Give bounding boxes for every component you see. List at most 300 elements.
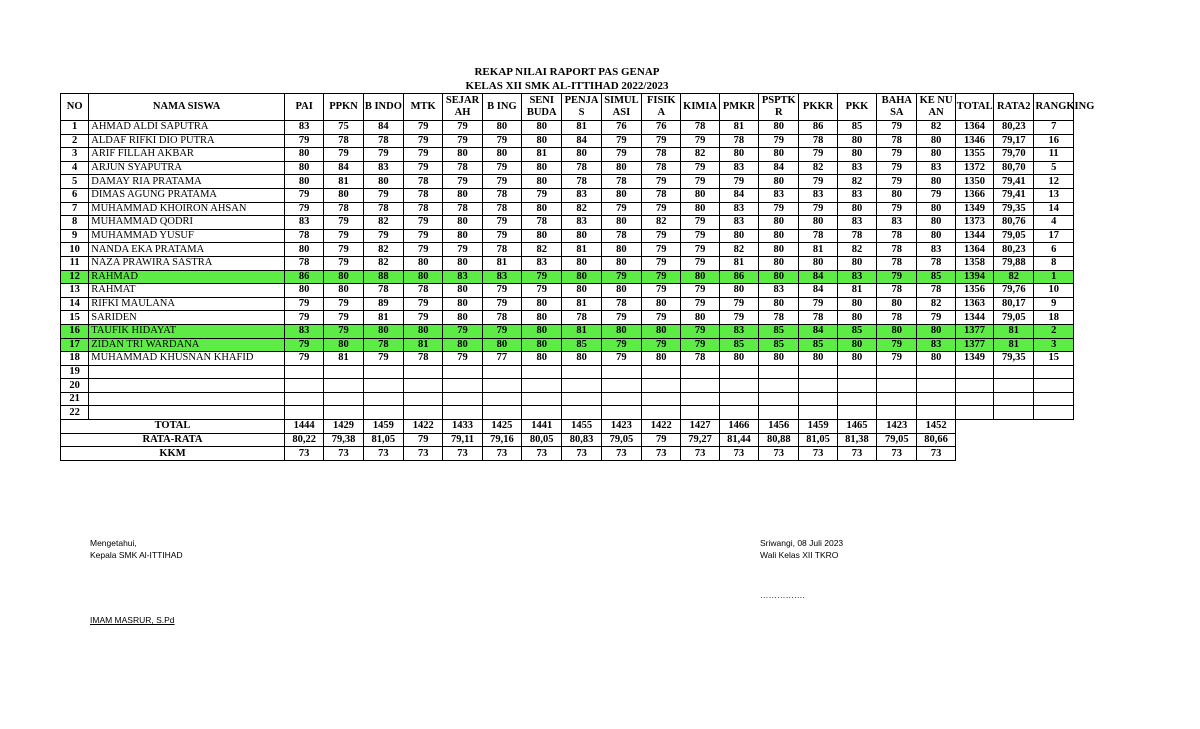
- student-name: [89, 406, 285, 420]
- average-cell: [994, 406, 1034, 420]
- score-cell: 78: [601, 229, 641, 243]
- summary-cell: 1455: [562, 420, 601, 434]
- score-cell: 80: [799, 352, 837, 366]
- table-row: [61, 324, 1074, 338]
- score-cell: 81: [719, 256, 758, 270]
- score-cell: 79: [482, 175, 521, 189]
- score-cell: 83: [443, 270, 482, 284]
- score-cell: 79: [681, 229, 719, 243]
- score-cell: 80: [324, 188, 363, 202]
- total-cell: 1363: [955, 297, 993, 311]
- average-cell: [994, 379, 1034, 393]
- homeroom-title: Wali Kelas XII TKRO: [760, 550, 839, 560]
- student-name: ARJUN SYAPUTRA: [89, 161, 285, 175]
- summary-cell: 79: [404, 433, 443, 447]
- score-cell: 79: [522, 270, 562, 284]
- score-cell: 82: [642, 216, 681, 230]
- score-cell: 78: [877, 311, 917, 325]
- score-cell: 79: [719, 175, 758, 189]
- total-cell: [955, 406, 993, 420]
- average-cell: 80,76: [994, 216, 1034, 230]
- summary-cell: 73: [324, 447, 363, 461]
- student-name: DIMAS AGUNG PRATAMA: [89, 188, 285, 202]
- score-cell: 78: [284, 256, 323, 270]
- score-cell: 78: [681, 121, 719, 135]
- score-cell: 78: [799, 134, 837, 148]
- score-cell: 79: [719, 311, 758, 325]
- score-cell: 80: [443, 229, 482, 243]
- summary-cell: 73: [759, 447, 799, 461]
- score-cell: [482, 406, 521, 420]
- score-cell: 89: [363, 297, 403, 311]
- score-cell: 78: [363, 338, 403, 352]
- rank-cell: 18: [1034, 311, 1074, 325]
- score-cell: 80: [404, 270, 443, 284]
- table-row: [61, 297, 1074, 311]
- total-cell: 1350: [955, 175, 993, 189]
- total-cell: 1355: [955, 148, 993, 162]
- score-cell: 79: [642, 311, 681, 325]
- score-cell: 78: [601, 175, 641, 189]
- score-cell: 80: [562, 284, 601, 298]
- column-header: FISIK A: [642, 94, 681, 121]
- score-cell: 79: [799, 175, 837, 189]
- score-cell: 80: [562, 270, 601, 284]
- score-cell: 82: [917, 297, 955, 311]
- score-cell: [562, 392, 601, 406]
- score-cell: [917, 365, 955, 379]
- column-header: PKK: [837, 94, 876, 121]
- score-cell: 80: [877, 297, 917, 311]
- score-cell: 82: [681, 148, 719, 162]
- table-row: [61, 406, 1074, 420]
- rank-cell: 7: [1034, 121, 1074, 135]
- score-cell: 80: [522, 229, 562, 243]
- score-cell: [601, 379, 641, 393]
- score-cell: 83: [799, 188, 837, 202]
- score-cell: [482, 392, 521, 406]
- score-cell: 79: [404, 311, 443, 325]
- score-cell: 81: [562, 121, 601, 135]
- score-cell: 79: [681, 256, 719, 270]
- score-cell: 79: [324, 148, 363, 162]
- score-cell: 84: [719, 188, 758, 202]
- score-cell: 79: [642, 243, 681, 257]
- summary-cell: 73: [837, 447, 876, 461]
- score-cell: 83: [562, 216, 601, 230]
- score-cell: 80: [522, 161, 562, 175]
- score-cell: 83: [917, 161, 955, 175]
- table-row: [61, 121, 1074, 135]
- score-cell: [324, 365, 363, 379]
- report-title: REKAP NILAI RAPORT PAS GENAP: [474, 66, 660, 78]
- score-cell: 78: [759, 311, 799, 325]
- score-cell: 80: [877, 188, 917, 202]
- score-cell: 79: [324, 229, 363, 243]
- column-header: PSPTK R: [759, 94, 799, 121]
- score-cell: 80: [642, 324, 681, 338]
- average-cell: 79,41: [994, 188, 1034, 202]
- score-cell: 78: [642, 188, 681, 202]
- score-cell: 80: [324, 284, 363, 298]
- row-number: 22: [61, 406, 89, 420]
- row-number: 6: [61, 188, 89, 202]
- score-cell: 80: [522, 121, 562, 135]
- score-cell: 78: [877, 284, 917, 298]
- score-cell: 80: [759, 256, 799, 270]
- summary-cell: 1459: [799, 420, 837, 434]
- score-cell: 80: [837, 134, 876, 148]
- rank-cell: 3: [1034, 338, 1074, 352]
- score-cell: 80: [601, 243, 641, 257]
- score-cell: 81: [482, 256, 521, 270]
- score-cell: 79: [443, 243, 482, 257]
- row-number: 12: [61, 270, 89, 284]
- column-header: NO: [61, 94, 89, 121]
- summary-cell: 79,05: [601, 433, 641, 447]
- score-cell: 80: [562, 352, 601, 366]
- student-name: [89, 379, 285, 393]
- score-cell: 78: [443, 202, 482, 216]
- row-number: 10: [61, 243, 89, 257]
- summary-cell: 1465: [837, 420, 876, 434]
- table-row: [61, 243, 1074, 257]
- score-cell: 80: [284, 148, 323, 162]
- student-name: RAHMAT: [89, 284, 285, 298]
- column-header: RANGKING: [1034, 94, 1074, 121]
- average-cell: 80,17: [994, 297, 1034, 311]
- table-row: [61, 338, 1074, 352]
- score-cell: 86: [284, 270, 323, 284]
- score-cell: 80: [443, 338, 482, 352]
- score-cell: 85: [799, 338, 837, 352]
- score-cell: 80: [759, 121, 799, 135]
- score-cell: 83: [917, 243, 955, 257]
- score-cell: 79: [642, 270, 681, 284]
- student-name: RIFKI MAULANA: [89, 297, 285, 311]
- table-row: [61, 270, 1074, 284]
- score-cell: 82: [799, 161, 837, 175]
- summary-cell: 80,05: [522, 433, 562, 447]
- score-cell: 81: [522, 148, 562, 162]
- score-cell: 80: [837, 148, 876, 162]
- score-cell: 80: [324, 338, 363, 352]
- score-cell: 78: [917, 284, 955, 298]
- score-cell: 83: [837, 188, 876, 202]
- table-row: [61, 216, 1074, 230]
- total-cell: 1349: [955, 202, 993, 216]
- score-cell: 80: [759, 148, 799, 162]
- score-cell: 80: [917, 202, 955, 216]
- score-cell: 80: [917, 148, 955, 162]
- score-cell: [799, 406, 837, 420]
- score-cell: 80: [759, 229, 799, 243]
- acknowledged-label: Mengetahui,: [90, 538, 137, 548]
- column-header: PKKR: [799, 94, 837, 121]
- score-cell: 85: [562, 338, 601, 352]
- score-cell: 83: [522, 256, 562, 270]
- row-number: 2: [61, 134, 89, 148]
- score-cell: 78: [719, 134, 758, 148]
- score-cell: 85: [719, 338, 758, 352]
- score-cell: [759, 392, 799, 406]
- score-cell: 80: [837, 338, 876, 352]
- summary-cell: 79,27: [681, 433, 719, 447]
- score-cell: [719, 392, 758, 406]
- score-cell: 84: [799, 270, 837, 284]
- score-cell: 80: [837, 256, 876, 270]
- score-cell: [759, 406, 799, 420]
- summary-cell: 79: [642, 433, 681, 447]
- score-cell: 83: [837, 161, 876, 175]
- score-cell: 80: [917, 216, 955, 230]
- score-cell: 80: [522, 202, 562, 216]
- column-header: SENI BUDA: [522, 94, 562, 121]
- score-cell: 79: [642, 229, 681, 243]
- score-cell: [642, 365, 681, 379]
- score-cell: 83: [877, 216, 917, 230]
- score-cell: 80: [482, 338, 521, 352]
- score-cell: [642, 392, 681, 406]
- row-number: 18: [61, 352, 89, 366]
- score-cell: 78: [363, 134, 403, 148]
- score-cell: 83: [482, 270, 521, 284]
- score-cell: 86: [719, 270, 758, 284]
- summary-row: [61, 420, 1074, 434]
- score-cell: 78: [681, 352, 719, 366]
- score-cell: 79: [284, 338, 323, 352]
- score-cell: [284, 365, 323, 379]
- total-cell: 1366: [955, 188, 993, 202]
- score-cell: [799, 365, 837, 379]
- total-cell: 1364: [955, 121, 993, 135]
- score-cell: 79: [284, 134, 323, 148]
- score-cell: 79: [363, 352, 403, 366]
- summary-cell: 73: [482, 447, 521, 461]
- score-cell: [799, 392, 837, 406]
- summary-cell: 73: [719, 447, 758, 461]
- score-cell: 82: [719, 243, 758, 257]
- score-cell: 79: [324, 256, 363, 270]
- column-header: SIMUL ASI: [601, 94, 641, 121]
- row-number: 4: [61, 161, 89, 175]
- score-cell: 80: [443, 297, 482, 311]
- row-number: 21: [61, 392, 89, 406]
- score-cell: 79: [601, 270, 641, 284]
- score-cell: [284, 406, 323, 420]
- score-cell: 83: [759, 284, 799, 298]
- score-cell: 80: [482, 121, 521, 135]
- score-cell: [917, 406, 955, 420]
- table-header-row: [61, 94, 1074, 121]
- summary-cell: 80,83: [562, 433, 601, 447]
- summary-cell: 1425: [482, 420, 521, 434]
- total-cell: [955, 379, 993, 393]
- score-cell: 82: [363, 216, 403, 230]
- score-cell: 80: [799, 256, 837, 270]
- score-cell: 79: [522, 188, 562, 202]
- score-cell: 79: [482, 297, 521, 311]
- homeroom-name: …………….: [760, 590, 805, 600]
- score-cell: 83: [917, 338, 955, 352]
- score-cell: [917, 379, 955, 393]
- rank-cell: 10: [1034, 284, 1074, 298]
- score-cell: [681, 379, 719, 393]
- score-cell: 79: [877, 148, 917, 162]
- score-cell: 79: [642, 338, 681, 352]
- score-cell: 78: [877, 243, 917, 257]
- column-header: TOTAL: [955, 94, 993, 121]
- score-cell: 79: [877, 121, 917, 135]
- score-cell: 84: [799, 284, 837, 298]
- rank-cell: 8: [1034, 256, 1074, 270]
- score-cell: 82: [562, 202, 601, 216]
- score-cell: 79: [324, 297, 363, 311]
- column-header: RATA2: [994, 94, 1034, 121]
- summary-cell: 81,44: [719, 433, 758, 447]
- score-cell: 79: [284, 188, 323, 202]
- score-cell: 80: [601, 324, 641, 338]
- score-cell: [719, 406, 758, 420]
- score-cell: 79: [642, 202, 681, 216]
- summary-cell: 1441: [522, 420, 562, 434]
- score-cell: 79: [284, 297, 323, 311]
- summary-cell: 1466: [719, 420, 758, 434]
- summary-cell: 79,11: [443, 433, 482, 447]
- score-cell: [363, 406, 403, 420]
- score-cell: 80: [324, 270, 363, 284]
- score-cell: 80: [719, 284, 758, 298]
- score-cell: [601, 365, 641, 379]
- summary-cell: 79,05: [877, 433, 917, 447]
- summary-cell: 1427: [681, 420, 719, 434]
- rank-cell: 4: [1034, 216, 1074, 230]
- score-cell: 80: [917, 175, 955, 189]
- score-cell: 80: [443, 256, 482, 270]
- total-cell: 1344: [955, 229, 993, 243]
- score-cell: 79: [601, 148, 641, 162]
- score-cell: [522, 392, 562, 406]
- average-cell: 79,76: [994, 284, 1034, 298]
- score-cell: [443, 406, 482, 420]
- score-cell: 85: [837, 121, 876, 135]
- score-cell: 83: [759, 188, 799, 202]
- score-cell: [681, 365, 719, 379]
- score-cell: 79: [877, 175, 917, 189]
- score-cell: 80: [681, 188, 719, 202]
- summary-cell: 1433: [443, 420, 482, 434]
- score-cell: [284, 379, 323, 393]
- score-cell: 80: [719, 229, 758, 243]
- score-cell: 79: [363, 188, 403, 202]
- score-cell: 78: [799, 311, 837, 325]
- row-number: 19: [61, 365, 89, 379]
- table-row: [61, 188, 1074, 202]
- score-cell: [877, 392, 917, 406]
- score-cell: [562, 406, 601, 420]
- report-subtitle: KELAS XII SMK AL-ITTIHAD 2022/2023: [465, 80, 669, 92]
- score-cell: 79: [681, 216, 719, 230]
- score-cell: 80: [837, 352, 876, 366]
- summary-cell: 1422: [642, 420, 681, 434]
- place-date: Sriwangi, 08 Juli 2023: [760, 538, 844, 548]
- score-cell: 80: [522, 338, 562, 352]
- summary-cell: 81,05: [363, 433, 403, 447]
- table-row: [61, 161, 1074, 175]
- score-cell: 78: [404, 202, 443, 216]
- total-cell: 1377: [955, 324, 993, 338]
- score-cell: [681, 392, 719, 406]
- summary-cell: 1456: [759, 420, 799, 434]
- total-cell: 1373: [955, 216, 993, 230]
- score-cell: 79: [601, 338, 641, 352]
- score-cell: [681, 406, 719, 420]
- score-cell: 78: [404, 284, 443, 298]
- score-cell: 80: [562, 256, 601, 270]
- summary-cell: 73: [799, 447, 837, 461]
- score-cell: 78: [522, 216, 562, 230]
- student-name: DAMAY RIA PRATAMA: [89, 175, 285, 189]
- score-cell: 79: [601, 352, 641, 366]
- score-cell: 79: [443, 121, 482, 135]
- summary-cell: 73: [443, 447, 482, 461]
- total-cell: 1349: [955, 352, 993, 366]
- score-cell: [404, 406, 443, 420]
- score-cell: 78: [642, 148, 681, 162]
- score-cell: 80: [719, 352, 758, 366]
- summary-cell: 73: [681, 447, 719, 461]
- score-cell: 79: [404, 243, 443, 257]
- score-cell: 83: [284, 216, 323, 230]
- score-cell: 78: [443, 161, 482, 175]
- rank-cell: [1034, 392, 1074, 406]
- score-cell: 78: [363, 202, 403, 216]
- score-cell: 79: [642, 256, 681, 270]
- score-cell: [482, 365, 521, 379]
- score-cell: 80: [759, 297, 799, 311]
- score-cell: [877, 406, 917, 420]
- column-header: KE NU AN: [917, 94, 955, 121]
- total-cell: 1346: [955, 134, 993, 148]
- total-cell: [955, 392, 993, 406]
- score-cell: 79: [719, 297, 758, 311]
- total-cell: 1377: [955, 338, 993, 352]
- score-cell: 79: [799, 202, 837, 216]
- score-cell: 79: [363, 229, 403, 243]
- score-cell: 80: [601, 256, 641, 270]
- column-header: PAI: [284, 94, 323, 121]
- score-cell: 80: [759, 175, 799, 189]
- score-cell: 81: [719, 121, 758, 135]
- score-cell: 78: [482, 202, 521, 216]
- score-cell: 79: [681, 338, 719, 352]
- principal-name: IMAM MASRUR, S.Pd: [90, 615, 175, 625]
- table-row: [61, 202, 1074, 216]
- row-number: 5: [61, 175, 89, 189]
- score-cell: 78: [363, 284, 403, 298]
- score-cell: 79: [681, 297, 719, 311]
- score-cell: 79: [404, 297, 443, 311]
- score-cell: 80: [522, 175, 562, 189]
- summary-label: KKM: [61, 447, 285, 461]
- score-cell: 80: [443, 284, 482, 298]
- score-cell: 79: [681, 284, 719, 298]
- score-cell: [404, 365, 443, 379]
- principal-title: Kepala SMK Al-ITTIHAD: [90, 550, 183, 560]
- summary-cell: 1452: [917, 420, 955, 434]
- score-cell: 81: [404, 338, 443, 352]
- summary-cell: 73: [363, 447, 403, 461]
